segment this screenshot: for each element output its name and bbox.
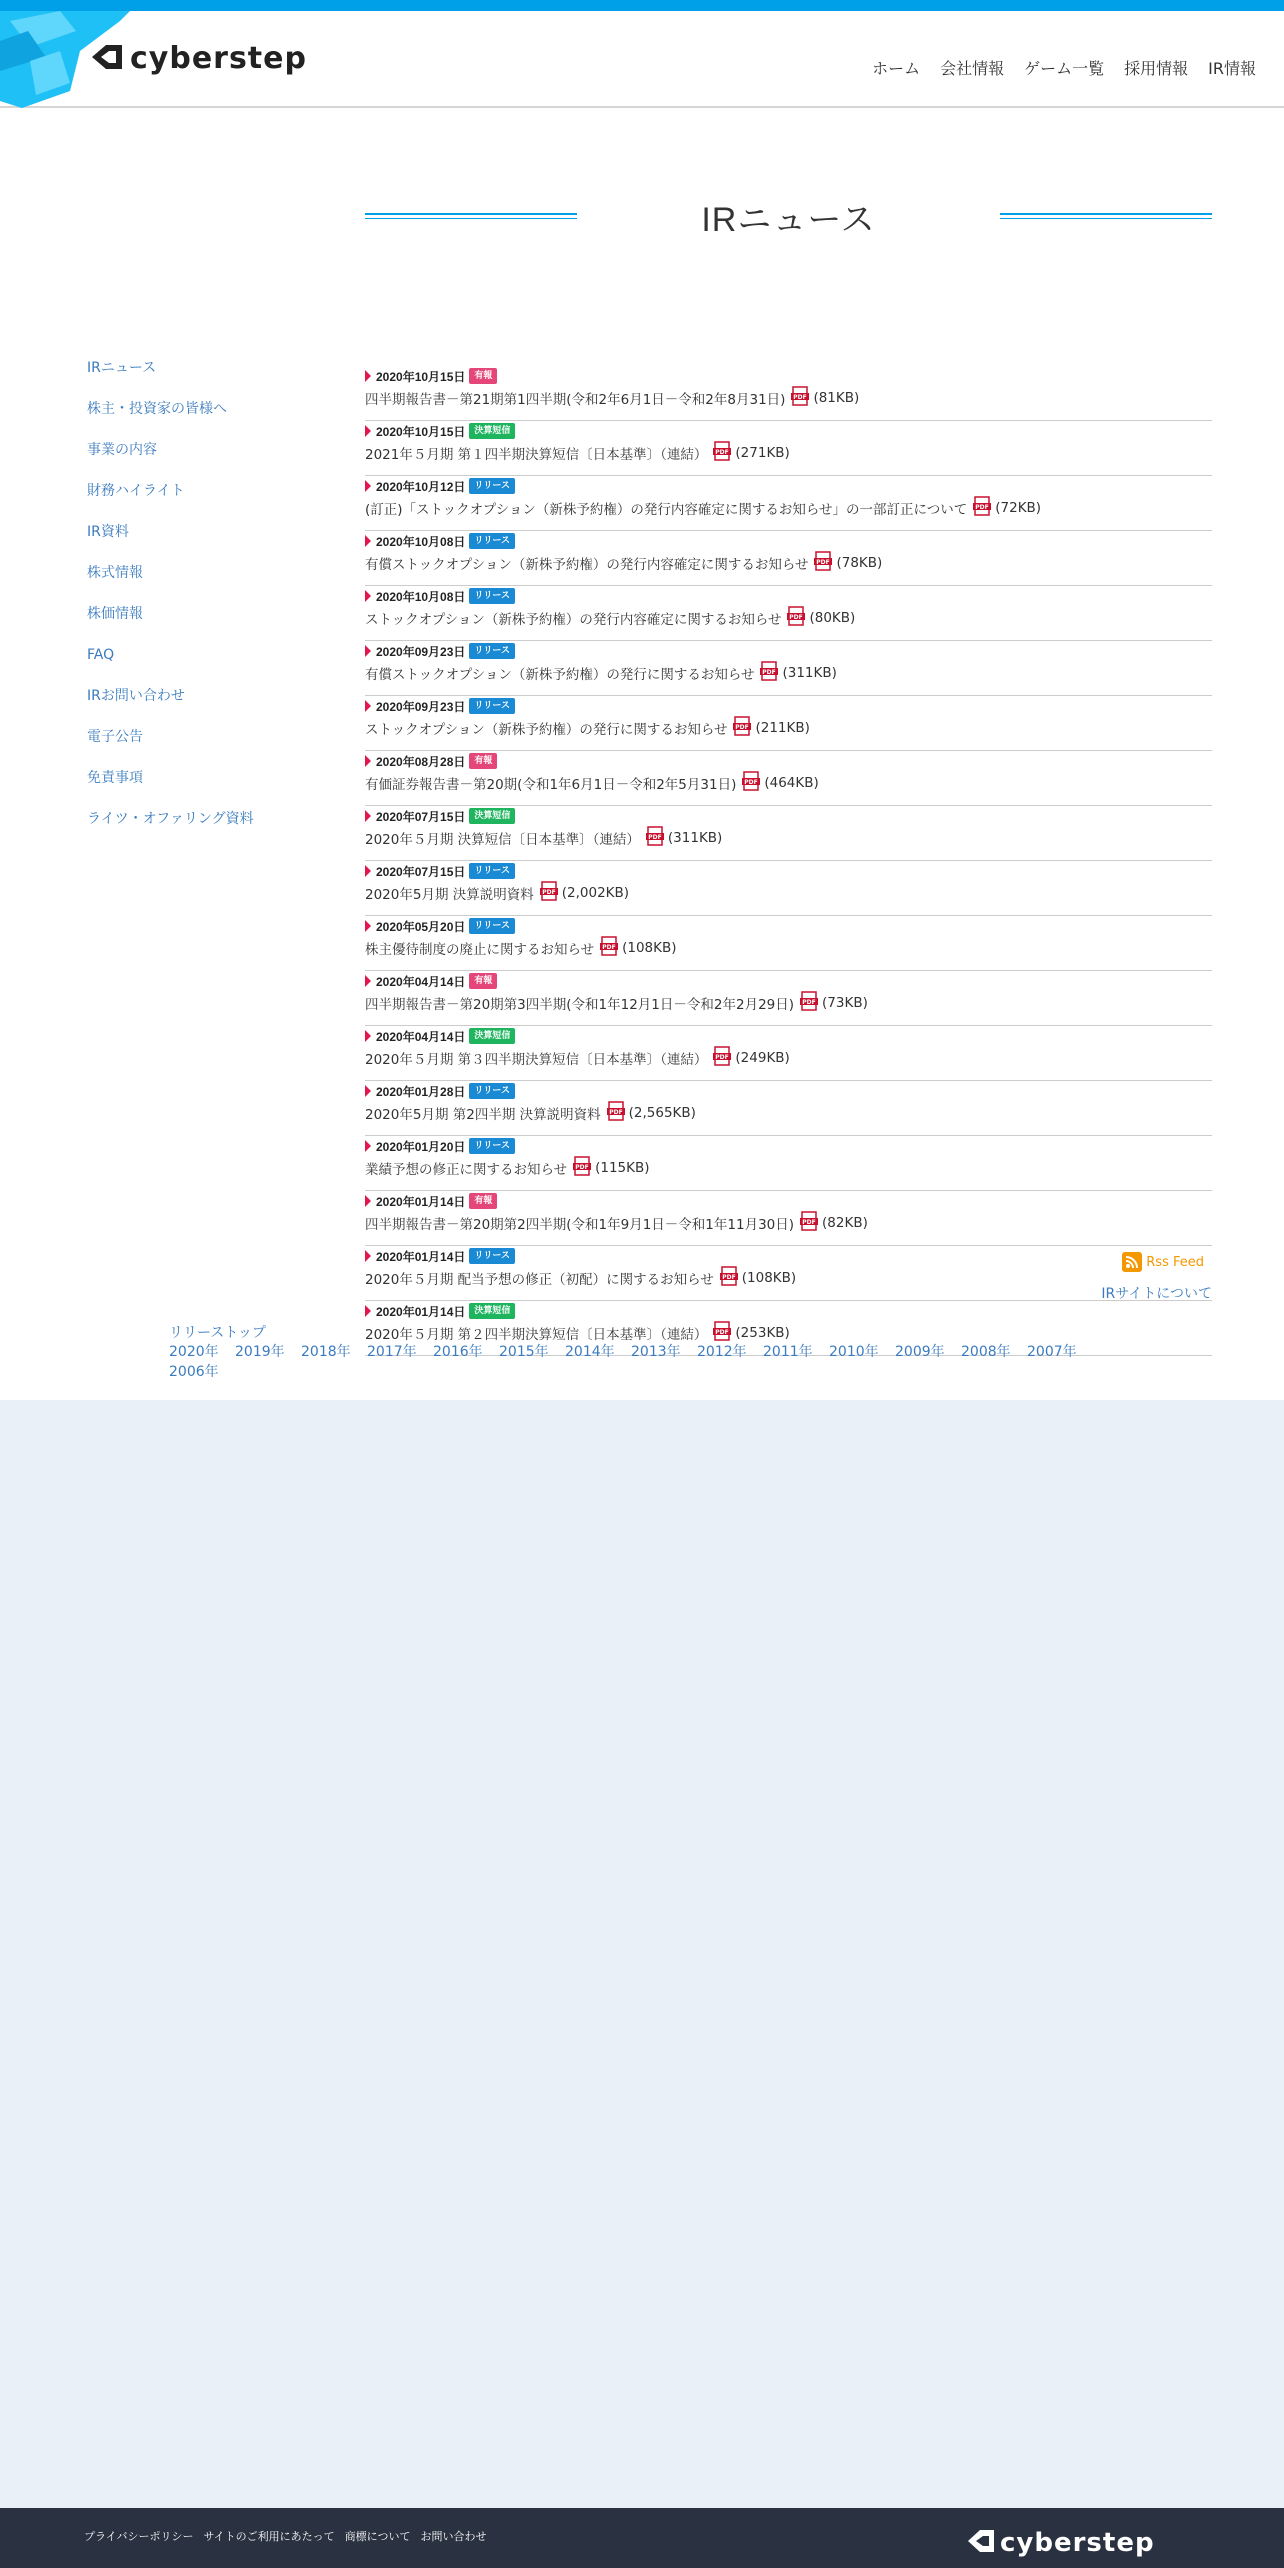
news-link[interactable] [365,773,819,793]
news-date: 2020年05月20日 [376,919,466,934]
sidebar [87,359,254,851]
news-category-badge: リリース [469,1083,515,1099]
news-link[interactable] [365,1048,790,1068]
sidebar-item[interactable]: 財務ハイライト [87,483,185,499]
news-head [365,366,497,386]
news-link[interactable] [365,828,722,848]
rss-feed[interactable] [1122,1252,1204,1272]
news-date: 2020年10月12日 [376,479,466,494]
bullet-triangle-icon [365,865,371,877]
news-item [365,366,1212,421]
file-size: (249KB) [735,1050,790,1066]
year-link[interactable]: 2011年 [763,1344,813,1360]
bullet-triangle-icon [365,700,371,712]
footer-link[interactable]: 商標について [344,2530,411,2543]
file-size: (108KB) [741,1270,797,1286]
news-category-badge: リリース [469,698,515,714]
year-link[interactable]: 2009年 [895,1344,945,1360]
news-date: 2020年08月28日 [376,754,466,769]
file-size: (80KB) [809,610,856,626]
file-size: (253KB) [735,1325,790,1341]
top-accent-bar [0,0,1284,11]
footer-link[interactable]: サイトのご利用にあたって [203,2530,335,2543]
news-title: 株主優待制度の廃止に関するお知らせ [365,942,595,958]
news-head [365,1026,515,1046]
sidebar-item[interactable]: FAQ [87,647,115,663]
svg-text:PDF: PDF [542,889,556,896]
bullet-triangle-icon [365,425,371,437]
file-size: (2,002KB) [561,885,630,901]
news-title: (訂正)「ストックオプション（新株予約権）の発行内容確定に関するお知らせ」の一部訂正について [365,502,968,518]
news-item [365,861,1212,916]
file-size: (211KB) [755,720,810,736]
year-links [169,1342,1129,1382]
pdf-icon [733,716,751,736]
sidebar-item[interactable]: IRお問い合わせ [87,688,185,704]
sidebar-item[interactable]: 事業の内容 [87,442,157,458]
site-footer [0,2508,1284,2568]
file-size: (73KB) [822,995,868,1011]
pdf-icon [720,1266,738,1286]
news-date: 2020年01月14日 [376,1194,466,1209]
pdf-icon [600,936,618,956]
news-title: 2020年５月期 配当予想の修正（初配）に関するお知らせ [365,1272,714,1288]
bullet-triangle-icon [365,975,371,987]
page-title-area [365,152,1212,239]
news-link[interactable] [365,553,882,573]
news-category-badge: 有報 [469,1193,497,1209]
news-date: 2020年09月23日 [376,699,466,714]
svg-text:PDF: PDF [975,504,989,511]
news-link[interactable] [365,1103,696,1123]
bullet-triangle-icon [365,1030,371,1042]
pdf-icon [760,661,778,681]
svg-text:PDF: PDF [648,834,662,841]
main-content [0,108,1284,1400]
news-head [365,476,515,496]
news-head [365,806,515,826]
news-date: 2020年10月15日 [376,424,466,439]
bullet-triangle-icon [365,920,371,932]
news-item [365,476,1212,531]
news-list [365,366,1212,1356]
bullet-triangle-icon [365,755,371,767]
file-size: (464KB) [764,775,819,791]
bullet-triangle-icon [365,1250,371,1262]
bullet-triangle-icon [365,645,371,657]
pdf-icon [607,1101,625,1121]
footer-logo[interactable] [968,2524,1218,2562]
news-link[interactable] [365,993,868,1013]
sidebar-item[interactable]: IR資料 [87,524,129,540]
news-date: 2020年09月23日 [376,644,466,659]
page-title: IRニュース [701,201,876,239]
news-item [365,1191,1212,1246]
bullet-triangle-icon [365,590,371,602]
news-item [365,696,1212,751]
news-title: 2020年5月期 第2四半期 決算説明資料 [365,1107,601,1123]
news-category-badge: リリース [469,918,515,934]
year-link[interactable]: 2018年 [301,1344,351,1360]
year-link[interactable]: 2012年 [697,1344,747,1360]
pdf-icon [791,386,809,406]
news-item [365,421,1212,476]
news-link[interactable] [365,1158,650,1178]
ir-site-link[interactable]: IRサイトについて [1101,1286,1212,1302]
news-head [365,641,515,661]
news-date: 2020年07月15日 [376,864,466,879]
news-title: 2020年5月期 決算説明資料 [365,887,534,903]
news-category-badge: リリース [469,1138,515,1154]
svg-text:PDF: PDF [715,449,730,456]
news-title: ストックオプション（新株予約権）の発行内容確定に関するお知らせ [365,612,782,628]
file-size: (78KB) [836,555,883,571]
news-head [365,586,515,606]
svg-text:PDF: PDF [802,1219,816,1226]
year-link[interactable]: 2014年 [565,1344,615,1360]
brand-logo-text: cyberstep [130,41,307,76]
news-item [365,916,1212,971]
file-size: (311KB) [667,830,723,846]
nav-ir[interactable]: IR情報 [1208,59,1256,78]
pdf-icon [713,1046,731,1066]
news-category-badge: リリース [469,478,515,494]
pdf-icon [800,1211,818,1231]
news-head [365,1136,515,1156]
bullet-triangle-icon [365,480,371,492]
bullet-triangle-icon [365,810,371,822]
news-title: 2020年５月期 第３四半期決算短信〔日本基準〕（連結） [365,1052,708,1068]
bullet-triangle-icon [365,370,371,382]
footer-link[interactable]: プライバシーポリシー [84,2530,194,2543]
svg-text:PDF: PDF [735,724,750,731]
year-link[interactable]: 2010年 [829,1344,879,1360]
news-category-badge: リリース [469,588,515,604]
file-size: (311KB) [782,665,837,681]
news-item [365,751,1212,806]
news-title: 有償ストックオプション（新株予約権）の発行に関するお知らせ [365,667,755,683]
rss-link[interactable]: Rss Feed [1146,1254,1204,1270]
news-link[interactable] [365,1213,868,1233]
news-date: 2020年01月14日 [376,1249,466,1264]
pdf-icon [787,606,805,626]
news-item [365,641,1212,696]
year-link[interactable]: 2007年 [1027,1344,1077,1360]
news-link[interactable] [365,388,859,408]
pdf-icon [540,881,558,901]
file-size: (72KB) [995,500,1042,516]
pdf-icon [646,826,664,846]
news-category-badge: 決算短信 [469,1303,515,1319]
news-date: 2020年01月20日 [376,1139,466,1154]
news-head [365,696,515,716]
news-link[interactable] [365,883,629,903]
year-link[interactable]: 2008年 [961,1344,1011,1360]
news-title: 業績予想の修正に関するお知らせ [365,1162,568,1178]
footer-logo-text: cyberstep [1000,2528,1155,2558]
main-nav [862,47,1266,91]
news-link[interactable] [365,718,810,738]
pdf-icon [800,991,818,1011]
news-date: 2020年10月15日 [376,369,466,384]
news-title: 四半期報告書－第20期第3四半期(令和1年12月1日－令和2年2月29日) [365,997,795,1013]
sidebar-item[interactable]: ライツ・オファリング資料 [87,811,254,827]
svg-text:PDF: PDF [575,1164,589,1171]
nav-recruit[interactable]: 採用情報 [1124,59,1189,78]
news-title: 有価証券報告書－第20期(令和1年6月1日－令和2年5月31日) [365,777,737,793]
title-rule-right [1000,213,1212,219]
bullet-triangle-icon [365,1305,371,1317]
news-item [365,1136,1212,1191]
news-title: 有償ストックオプション（新株予約権）の発行内容確定に関するお知らせ [365,557,809,573]
file-size: (82KB) [822,1215,868,1231]
news-link[interactable] [365,443,790,463]
news-category-badge: リリース [469,533,515,549]
bullet-triangle-icon [365,1195,371,1207]
news-category-badge: 決算短信 [469,1028,515,1044]
news-title: 2020年５月期 第２四半期決算短信〔日本基準〕（連結） [365,1327,708,1343]
news-date: 2020年01月14日 [376,1304,466,1319]
svg-text:PDF: PDF [715,1054,730,1061]
news-category-badge: 有報 [469,753,497,769]
nav-home[interactable]: ホーム [872,59,921,78]
news-link[interactable] [365,1268,796,1288]
news-item [365,1026,1212,1081]
file-size: (108KB) [622,940,677,956]
news-title: 四半期報告書－第21期第1四半期(令和2年6月1日－令和2年8月31日) [365,392,786,408]
sidebar-item[interactable]: 株主・投資家の皆様へ [87,401,227,417]
news-head [365,531,515,551]
sidebar-item[interactable]: 電子公告 [87,729,143,745]
news-head [365,861,515,881]
sidebar-item[interactable]: IRニュース [87,360,157,376]
news-category-badge: 有報 [469,973,497,989]
year-link[interactable]: 2013年 [631,1344,681,1360]
svg-text:PDF: PDF [793,394,808,401]
bullet-triangle-icon [365,535,371,547]
sidebar-item[interactable]: 免責事項 [87,770,143,786]
news-date: 2020年04月14日 [376,1029,466,1044]
svg-text:PDF: PDF [715,1329,730,1336]
release-top-link[interactable]: リリーストップ [169,1325,266,1341]
svg-text:PDF: PDF [722,1274,736,1281]
pdf-icon [973,496,991,516]
news-link[interactable] [365,608,855,628]
nav-company[interactable]: 会社情報 [940,59,1005,78]
news-date: 2020年07月15日 [376,809,466,824]
news-head [365,1081,515,1101]
news-date: 2020年10月08日 [376,589,466,604]
svg-text:PDF: PDF [744,779,759,786]
sidebar-item[interactable]: 株価情報 [87,606,143,622]
rss-icon [1122,1252,1142,1272]
pdf-icon [814,551,832,571]
file-size: (271KB) [735,445,790,461]
news-link[interactable] [365,938,677,958]
year-link[interactable]: 2017年 [367,1344,417,1360]
news-category-badge: リリース [469,863,515,879]
news-head [365,1246,515,1266]
sidebar-item[interactable]: 株式情報 [87,565,143,581]
news-head [365,1191,497,1211]
svg-text:PDF: PDF [802,999,816,1006]
pdf-icon [713,441,731,461]
file-size: (81KB) [813,390,860,406]
news-category-badge: リリース [469,1248,515,1264]
news-item [365,1246,1212,1301]
file-size: (115KB) [595,1160,650,1176]
site-header [0,11,1284,108]
svg-text:PDF: PDF [608,1109,623,1116]
year-link[interactable]: 2006年 [169,1364,219,1380]
year-link[interactable]: 2020年 [169,1344,219,1360]
news-item [365,586,1212,641]
news-item [365,806,1212,861]
release-archive [169,1322,1129,1382]
news-title: 四半期報告書－第20期第2四半期(令和1年9月1日－令和1年11月30日) [365,1217,795,1233]
news-category-badge: 有報 [469,368,497,384]
news-head [365,751,497,771]
news-head [365,421,515,441]
pdf-icon [573,1156,591,1176]
bullet-triangle-icon [365,1140,371,1152]
news-head [365,916,515,936]
news-date: 2020年04月14日 [376,974,466,989]
news-category-badge: 決算短信 [469,423,515,439]
brand-logo[interactable] [92,37,382,77]
year-link[interactable]: 2016年 [433,1344,483,1360]
news-head [365,971,497,991]
year-link[interactable]: 2019年 [235,1344,285,1360]
svg-text:PDF: PDF [816,559,831,566]
news-item [365,531,1212,586]
svg-text:PDF: PDF [602,944,616,951]
news-date: 2020年01月28日 [376,1084,466,1099]
news-item [365,971,1212,1026]
news-link[interactable] [365,498,1041,518]
news-head [365,1301,515,1321]
news-link[interactable] [365,663,837,683]
news-title: ストックオプション（新株予約権）の発行に関するお知らせ [365,722,728,738]
news-item [365,1081,1212,1136]
svg-text:PDF: PDF [789,614,804,621]
svg-text:PDF: PDF [762,669,777,676]
news-date: 2020年10月08日 [376,534,466,549]
news-title: 2021年５月期 第１四半期決算短信〔日本基準〕（連結） [365,447,708,463]
file-size: (2,565KB) [628,1105,696,1121]
pdf-icon [742,771,760,791]
nav-games[interactable]: ゲーム一覧 [1024,59,1105,78]
bullet-triangle-icon [365,1085,371,1097]
footer-link[interactable]: お問い合わせ [420,2530,487,2543]
news-category-badge: 決算短信 [469,808,515,824]
news-title: 2020年５月期 決算短信〔日本基準〕（連結） [365,832,640,848]
year-link[interactable]: 2015年 [499,1344,549,1360]
news-category-badge: リリース [469,643,515,659]
footer-links [84,2528,496,2544]
